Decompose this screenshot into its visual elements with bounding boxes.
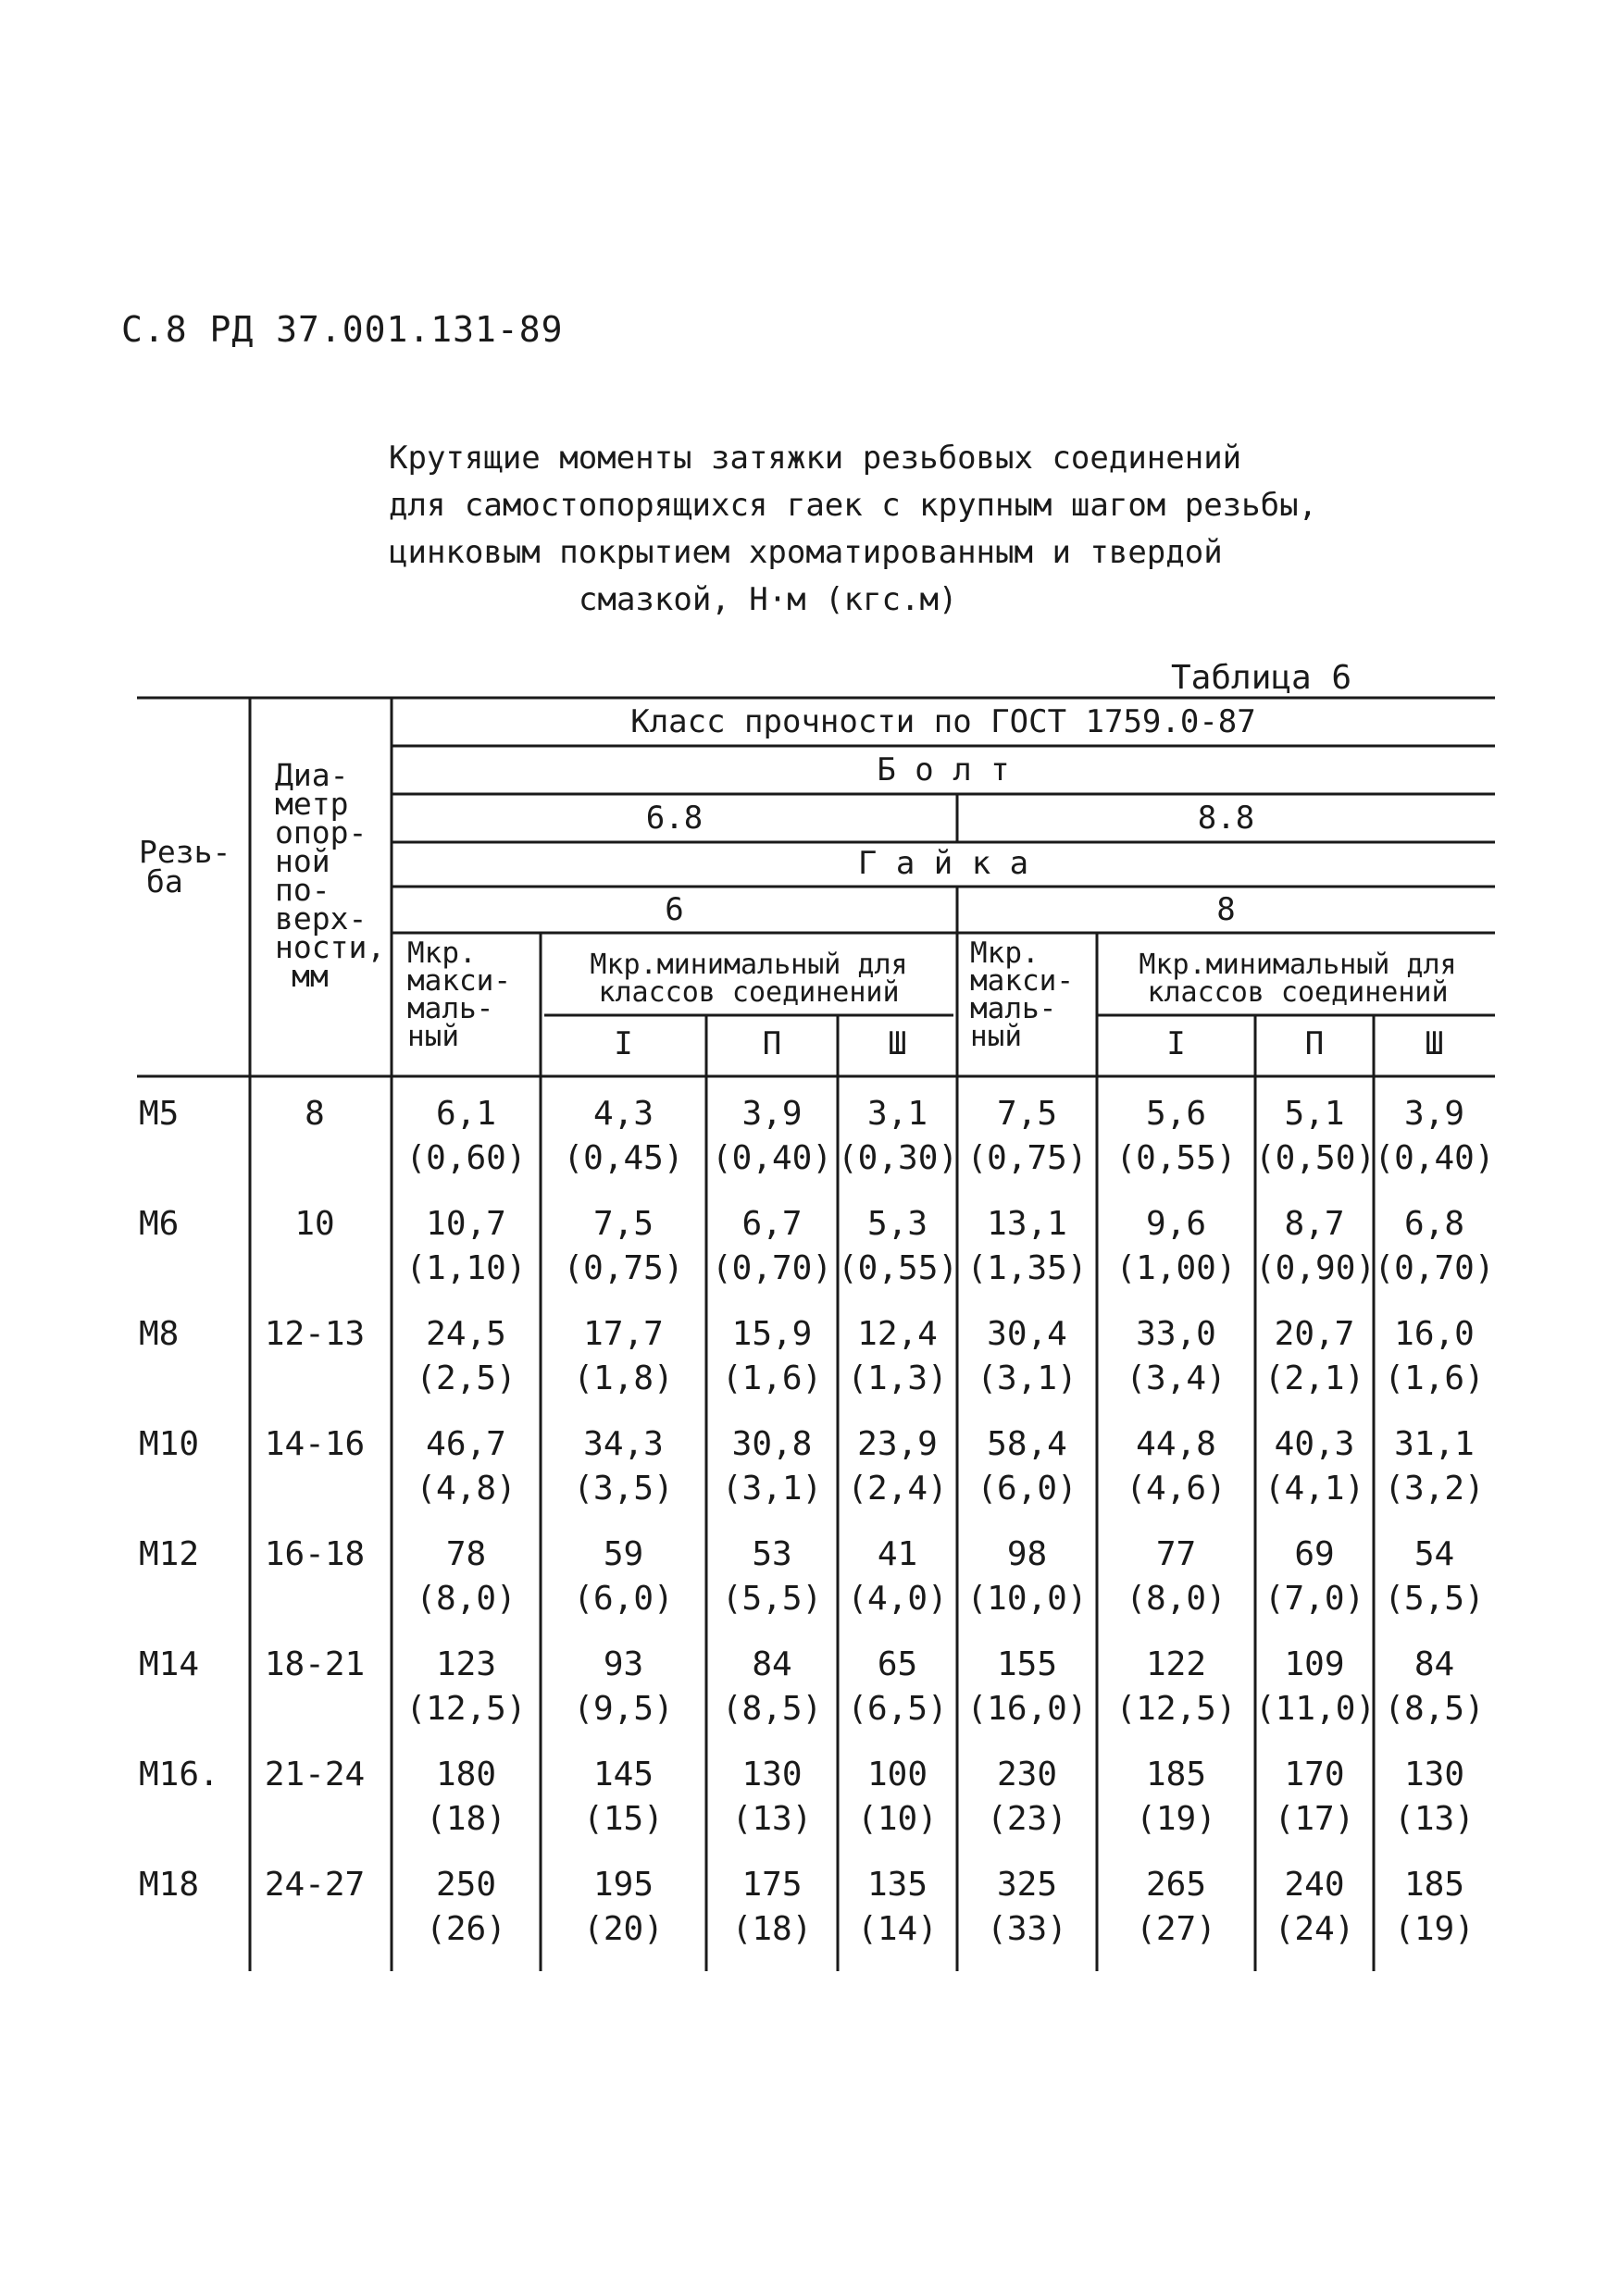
torque-cell	[1374, 1092, 1495, 1181]
torque-cell	[541, 1533, 706, 1621]
torque-kgsm: (0,90)	[1255, 1249, 1376, 1287]
thread-cell: М5	[139, 1095, 180, 1133]
torque-nm: 130	[1403, 1756, 1465, 1793]
torque-cell	[706, 1312, 838, 1401]
torque-nm: 109	[1284, 1645, 1345, 1683]
torque-kgsm: (0,75)	[563, 1249, 684, 1287]
torque-nm: 8,7	[1284, 1205, 1345, 1243]
torque-kgsm: (6,5)	[847, 1690, 948, 1728]
nut-class-8: 8	[1216, 891, 1236, 928]
torque-nm: 65	[877, 1645, 918, 1683]
torque-kgsm: (1,6)	[1384, 1359, 1485, 1397]
class-label-2: П	[762, 1025, 782, 1062]
diameter-cell: 16-18	[264, 1535, 366, 1573]
torque-nm: 130	[741, 1756, 803, 1793]
torque-kgsm: (7,0)	[1264, 1580, 1365, 1618]
torque-nm: 40,3	[1274, 1425, 1355, 1463]
header-text: маль-	[970, 992, 1057, 1025]
torque-cell	[541, 1643, 706, 1731]
torque-nm: 4,3	[592, 1095, 654, 1133]
torque-kgsm: (12,5)	[1115, 1690, 1237, 1728]
torque-nm: 6,8	[1403, 1205, 1465, 1243]
torque-nm: 3,9	[741, 1095, 803, 1133]
torque-cell	[1097, 1092, 1255, 1181]
torque-kgsm: (17)	[1274, 1800, 1355, 1838]
torque-kgsm: (2,1)	[1264, 1359, 1365, 1397]
torque-nm: 77	[1155, 1535, 1197, 1573]
torque-kgsm: (4,8)	[416, 1470, 517, 1508]
torque-kgsm: (14)	[857, 1910, 938, 1948]
torque-cell	[706, 1202, 838, 1291]
torque-cell	[1374, 1312, 1495, 1401]
torque-nm: 17,7	[583, 1315, 664, 1353]
diameter-cell: 21-24	[264, 1756, 366, 1793]
thread-cell: М18	[139, 1866, 200, 1904]
header-text: мм	[292, 958, 329, 994]
torque-kgsm: (16,0)	[966, 1690, 1088, 1728]
torque-cell	[838, 1202, 957, 1291]
torque-kgsm: (8,0)	[1126, 1580, 1227, 1618]
torque-kgsm: (4,6)	[1126, 1470, 1227, 1508]
torque-cell	[392, 1202, 541, 1291]
torque-kgsm: (6,0)	[977, 1470, 1077, 1508]
header-diameter	[275, 757, 386, 994]
torque-kgsm: (6,0)	[573, 1580, 674, 1618]
torque-nm: 123	[435, 1645, 497, 1683]
torque-nm: 84	[752, 1645, 792, 1683]
torque-kgsm: (1,8)	[573, 1359, 674, 1397]
page-header: С.8 РД 37.001.131-89	[121, 309, 564, 350]
torque-nm: 185	[1145, 1756, 1207, 1793]
torque-cell	[957, 1863, 1097, 1952]
torque-cell	[838, 1533, 957, 1621]
header-text: ной	[275, 843, 330, 879]
torque-cell	[1097, 1202, 1255, 1291]
class-label-1: I	[1166, 1025, 1186, 1062]
torque-cell	[1097, 1422, 1255, 1511]
header-text: ба	[146, 863, 183, 900]
torque-kgsm: (0,45)	[563, 1139, 684, 1177]
torque-cell	[706, 1092, 838, 1181]
diameter-cell: 8	[305, 1095, 325, 1133]
title-line: цинковым покрытием хроматированным и твердой	[389, 534, 1223, 571]
torque-cell	[838, 1312, 957, 1401]
title-line: смазкой, Н·м (кгс.м)	[579, 581, 958, 618]
torque-nm: 5,6	[1145, 1095, 1207, 1133]
header-text: ности,	[275, 929, 386, 965]
thread-cell: М16.	[139, 1756, 219, 1793]
torque-cell	[541, 1312, 706, 1401]
thread-cell: М14	[139, 1645, 200, 1683]
torque-nm: 30,4	[987, 1315, 1067, 1353]
torque-cell	[392, 1753, 541, 1842]
header-thread	[139, 834, 231, 900]
torque-cell	[541, 1092, 706, 1181]
torque-kgsm: (19)	[1136, 1800, 1216, 1838]
torque-nm: 3,9	[1403, 1095, 1465, 1133]
torque-cell	[838, 1753, 957, 1842]
torque-nm: 240	[1284, 1866, 1345, 1904]
torque-cell	[957, 1422, 1097, 1511]
torque-cell	[1374, 1422, 1495, 1511]
torque-nm: 41	[877, 1535, 918, 1573]
torque-nm: 33,0	[1136, 1315, 1216, 1353]
torque-cell	[1255, 1312, 1374, 1401]
torque-nm: 230	[996, 1756, 1058, 1793]
thread-cell: М8	[139, 1315, 180, 1353]
torque-kgsm: (2,5)	[416, 1359, 517, 1397]
torque-nm: 250	[435, 1866, 497, 1904]
torque-kgsm: (11,0)	[1255, 1690, 1376, 1728]
max-torque-label-6	[407, 937, 511, 1053]
torque-nm: 180	[435, 1756, 497, 1793]
torque-kgsm: (3,1)	[977, 1359, 1077, 1397]
torque-kgsm: (3,4)	[1126, 1359, 1227, 1397]
torque-kgsm: (1,35)	[966, 1249, 1088, 1287]
torque-kgsm: (18)	[426, 1800, 506, 1838]
class-label-3: Ш	[888, 1025, 907, 1062]
torque-nm: 13,1	[987, 1205, 1067, 1243]
torque-kgsm: (2,4)	[847, 1470, 948, 1508]
torque-kgsm: (33)	[987, 1910, 1067, 1948]
thread-cell: М6	[139, 1205, 180, 1243]
torque-kgsm: (3,2)	[1384, 1470, 1485, 1508]
torque-kgsm: (19)	[1394, 1910, 1475, 1948]
torque-cell	[838, 1092, 957, 1181]
torque-kgsm: (0,40)	[711, 1139, 833, 1177]
bolt-label: Б о л т	[877, 751, 1010, 788]
torque-nm: 31,1	[1394, 1425, 1475, 1463]
torque-nm: 145	[592, 1756, 654, 1793]
diameter-cell: 14-16	[264, 1425, 366, 1463]
torque-cell	[957, 1202, 1097, 1291]
torque-cell	[1374, 1863, 1495, 1952]
thread-cell: М12	[139, 1535, 200, 1573]
torque-cell	[838, 1643, 957, 1731]
torque-nm: 30,8	[731, 1425, 813, 1463]
header-text: по-	[275, 872, 330, 908]
torque-kgsm: (13)	[731, 1800, 813, 1838]
min-torque-label-6	[544, 951, 953, 1007]
torque-nm: 69	[1294, 1535, 1335, 1573]
torque-kgsm: (1,6)	[721, 1359, 823, 1397]
torque-nm: 100	[866, 1756, 928, 1793]
torque-cell	[541, 1863, 706, 1952]
diameter-cell: 24-27	[264, 1866, 366, 1904]
torque-kgsm: (5,5)	[721, 1580, 823, 1618]
title-line: Крутящие моменты затяжки резьбовых соединений	[389, 440, 1242, 477]
torque-cell	[541, 1202, 706, 1291]
torque-kgsm: (20)	[583, 1910, 664, 1948]
torque-cell	[541, 1422, 706, 1511]
torque-cell	[392, 1533, 541, 1621]
torque-cell	[706, 1533, 838, 1621]
torque-nm: 7,5	[592, 1205, 654, 1243]
header-text: классов соединений	[1147, 976, 1449, 1009]
torque-cell	[1374, 1643, 1495, 1731]
torque-cell	[706, 1753, 838, 1842]
torque-nm: 53	[752, 1535, 792, 1573]
torque-cell	[1255, 1643, 1374, 1731]
torque-cell	[1374, 1753, 1495, 1842]
torque-cell	[957, 1753, 1097, 1842]
max-torque-label-8	[970, 937, 1074, 1053]
torque-kgsm: (18)	[731, 1910, 813, 1948]
torque-kgsm: (4,0)	[847, 1580, 948, 1618]
torque-kgsm: (0,40)	[1374, 1139, 1495, 1177]
torque-cell	[392, 1422, 541, 1511]
torque-kgsm: (12,5)	[405, 1690, 527, 1728]
torque-kgsm: (0,50)	[1255, 1139, 1376, 1177]
torque-nm: 98	[1006, 1535, 1048, 1573]
class-label-2: П	[1304, 1025, 1325, 1062]
torque-cell	[392, 1312, 541, 1401]
torque-nm: 185	[1403, 1866, 1465, 1904]
torque-nm: 155	[996, 1645, 1058, 1683]
class-label-3: Ш	[1425, 1025, 1444, 1062]
torque-kgsm: (0,30)	[838, 1139, 959, 1177]
torque-cell	[1255, 1422, 1374, 1511]
table-number: Таблица 6	[1171, 659, 1352, 697]
torque-kgsm: (8,5)	[721, 1690, 823, 1728]
header-text: макси-	[970, 964, 1074, 998]
torque-kgsm: (1,00)	[1115, 1249, 1237, 1287]
header-text: Мкр.минимальный для	[1139, 949, 1457, 981]
torque-cell	[392, 1863, 541, 1952]
torque-nm: 44,8	[1136, 1425, 1216, 1463]
torque-nm: 10,7	[426, 1205, 506, 1243]
torque-kgsm: (4,1)	[1264, 1470, 1365, 1508]
torque-nm: 93	[603, 1645, 644, 1683]
torque-cell	[957, 1643, 1097, 1731]
header-text: макси-	[407, 964, 511, 998]
torque-nm: 135	[866, 1866, 928, 1904]
torque-cell	[1255, 1533, 1374, 1621]
torque-cell	[392, 1092, 541, 1181]
torque-cell	[706, 1422, 838, 1511]
header-text: Мкр.	[970, 937, 1040, 970]
nut-class-6: 6	[665, 891, 684, 928]
torque-cell	[1097, 1753, 1255, 1842]
torque-cell	[1097, 1533, 1255, 1621]
torque-cell	[706, 1643, 838, 1731]
torque-nm: 9,6	[1145, 1205, 1207, 1243]
diameter-cell: 12-13	[264, 1315, 366, 1353]
torque-nm: 46,7	[426, 1425, 506, 1463]
torque-cell	[1374, 1202, 1495, 1291]
torque-cell	[706, 1863, 838, 1952]
torque-cell	[957, 1533, 1097, 1621]
torque-nm: 16,0	[1394, 1315, 1475, 1353]
torque-cell	[838, 1863, 957, 1952]
torque-kgsm: (0,55)	[838, 1249, 959, 1287]
torque-kgsm: (5,5)	[1384, 1580, 1485, 1618]
torque-kgsm: (3,5)	[573, 1470, 674, 1508]
torque-kgsm: (1,3)	[847, 1359, 948, 1397]
torque-nm: 24,5	[426, 1315, 506, 1353]
torque-cell	[1097, 1643, 1255, 1731]
title-line: для самостопорящихся гаек с крупным шагом резьбы,	[389, 487, 1318, 524]
torque-nm: 15,9	[731, 1315, 813, 1353]
torque-kgsm: (13)	[1394, 1800, 1475, 1838]
torque-kgsm: (0,60)	[405, 1139, 527, 1177]
torque-cell	[957, 1092, 1097, 1181]
torque-cell	[1097, 1312, 1255, 1401]
torque-cell	[541, 1753, 706, 1842]
torque-nm: 6,1	[435, 1095, 497, 1133]
torque-nm: 23,9	[857, 1425, 938, 1463]
torque-kgsm: (8,5)	[1384, 1690, 1485, 1728]
torque-kgsm: (10,0)	[966, 1580, 1088, 1618]
torque-nm: 78	[445, 1535, 487, 1573]
torque-nm: 170	[1284, 1756, 1345, 1793]
torque-nm: 58,4	[987, 1425, 1067, 1463]
header-text: Мкр.минимальный для	[590, 949, 908, 981]
nut-label: Г а й к а	[857, 845, 1029, 882]
torque-kgsm: (23)	[987, 1800, 1067, 1838]
torque-nm: 59	[603, 1535, 644, 1573]
torque-nm: 325	[996, 1866, 1058, 1904]
header-text: Мкр.	[407, 937, 477, 970]
torque-nm: 7,5	[996, 1095, 1058, 1133]
torque-cell	[1255, 1753, 1374, 1842]
class-label-1: I	[614, 1025, 633, 1062]
torque-nm: 5,3	[866, 1205, 928, 1243]
torque-kgsm: (9,5)	[573, 1690, 674, 1728]
header-text: ный	[407, 1020, 459, 1053]
header-text: верх-	[275, 900, 367, 937]
torque-nm: 195	[592, 1866, 654, 1904]
torque-nm: 5,1	[1284, 1095, 1345, 1133]
header-text: метр	[275, 786, 349, 822]
torque-nm: 3,1	[866, 1095, 928, 1133]
torque-cell	[1255, 1202, 1374, 1291]
torque-cell	[1255, 1092, 1374, 1181]
torque-kgsm: (10)	[857, 1800, 938, 1838]
header-text: Диа-	[275, 757, 349, 793]
torque-kgsm: (26)	[426, 1910, 506, 1948]
torque-nm: 54	[1414, 1535, 1455, 1573]
header-text: Резь-	[139, 834, 231, 870]
torque-kgsm: (0,70)	[1374, 1249, 1495, 1287]
torque-cell	[392, 1643, 541, 1731]
torque-cell	[1374, 1533, 1495, 1621]
torque-nm: 34,3	[583, 1425, 664, 1463]
strength-class-label: Класс прочности по ГОСТ 1759.0-87	[630, 703, 1256, 740]
torque-kgsm: (0,75)	[966, 1139, 1088, 1177]
header-text: маль-	[407, 992, 494, 1025]
torque-kgsm: (3,1)	[721, 1470, 823, 1508]
torque-kgsm: (0,70)	[711, 1249, 833, 1287]
torque-nm: 265	[1145, 1866, 1207, 1904]
diameter-cell: 10	[294, 1205, 335, 1243]
torque-cell	[838, 1422, 957, 1511]
torque-kgsm: (8,0)	[416, 1580, 517, 1618]
header-text: опор-	[275, 814, 367, 850]
bolt-class-8-8: 8.8	[1197, 800, 1255, 837]
header-text: ный	[970, 1020, 1022, 1053]
torque-nm: 20,7	[1274, 1315, 1355, 1353]
torque-nm: 6,7	[741, 1205, 803, 1243]
torque-kgsm: (15)	[583, 1800, 664, 1838]
torque-nm: 84	[1414, 1645, 1455, 1683]
torque-cell	[1097, 1863, 1255, 1952]
torque-cell	[957, 1312, 1097, 1401]
torque-nm: 122	[1145, 1645, 1207, 1683]
torque-nm: 12,4	[857, 1315, 938, 1353]
torque-kgsm: (24)	[1274, 1910, 1355, 1948]
torque-kgsm: (27)	[1136, 1910, 1216, 1948]
diameter-cell: 18-21	[264, 1645, 366, 1683]
thread-cell: М10	[139, 1425, 200, 1463]
torque-kgsm: (1,10)	[405, 1249, 527, 1287]
min-torque-label-8	[1101, 951, 1495, 1007]
header-text: классов соединений	[598, 976, 900, 1009]
bolt-class-6-8: 6.8	[645, 800, 704, 837]
torque-cell	[1255, 1863, 1374, 1952]
torque-kgsm: (0,55)	[1115, 1139, 1237, 1177]
torque-nm: 175	[741, 1866, 803, 1904]
